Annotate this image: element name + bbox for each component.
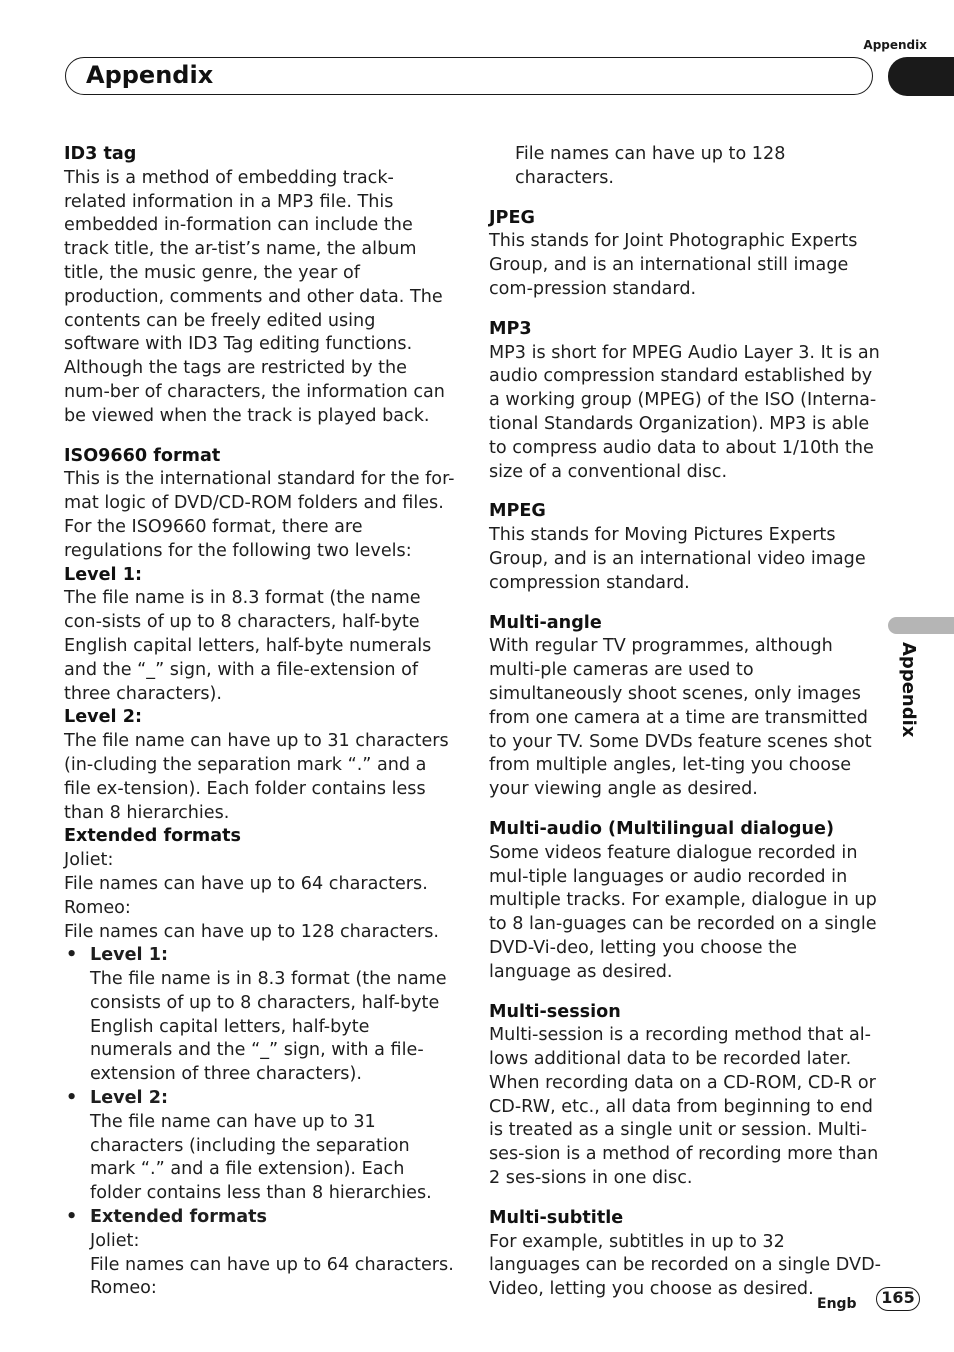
term-heading: MP3	[489, 318, 532, 339]
bullet-item-extended	[64, 1206, 456, 1301]
term-heading: ISO9660 format	[64, 445, 221, 466]
bullet-icon: •	[66, 1207, 78, 1228]
term-definition: This stands for Joint Photographic Experts Group, and is an international still image com-pression standard.	[489, 231, 858, 299]
bullet-text: The file name is in 8.3 format (the name consists of up to 8 characters, half-byte English capital letters, half-byte numerals and the “_” sign, with a file-extension of three characters).	[90, 969, 447, 1085]
page-title: Appendix	[86, 61, 214, 89]
subheading-level2: Level 2:	[64, 707, 142, 728]
glossary-entry-multi-audio	[489, 818, 881, 985]
subheading-level1: Level 1:	[64, 564, 142, 585]
bullet-icon: •	[66, 1088, 78, 1109]
bullet-label: Extended formats	[90, 1207, 267, 1228]
bullet-text: The file name can have up to 31 characters (including the separation mark “.” and a file extension). Each folder contains less than 8 hierarchies.	[90, 1111, 432, 1204]
term-definition: With regular TV programmes, although multi-ple cameras are used to simultaneously shoot scenes, only images from one camera at a time are transmitted to your TV. Some DVDs feature scenes shot from multiple angles, let-ting you choose your viewing angle as desired.	[489, 636, 872, 800]
term-heading: MPEG	[489, 501, 546, 522]
term-heading: Multi-audio (Multilingual dialogue)	[489, 818, 835, 839]
glossary-entry-multi-session	[489, 1001, 881, 1191]
term-heading: JPEG	[489, 207, 535, 228]
romeo-label: Romeo:	[64, 897, 131, 918]
bullet-item-level2	[64, 1087, 456, 1206]
bullet-label: Level 1:	[90, 945, 168, 966]
side-tab-text: Appendix	[898, 642, 919, 738]
glossary-entry-mp3	[489, 318, 881, 485]
bullet-romeo-label: Romeo:	[90, 1278, 157, 1299]
term-definition: For example, subtitles in up to 32 languages can be recorded on a single DVD-Video, letting you choose as desired.	[489, 1231, 881, 1300]
continued-text	[489, 143, 881, 191]
glossary-entry-jpeg	[489, 207, 881, 302]
glossary-entry-id3	[64, 143, 456, 429]
term-heading: ID3 tag	[64, 144, 137, 164]
term-definition: MP3 is short for MPEG Audio Layer 3. It is an audio compression standard established by a working group (MPEG) of the ISO (Interna-tional Standards Organization). MP3 is able to compress audio data to about 1/10th the size of a conventional disc.	[489, 342, 880, 482]
running-head: Appendix	[863, 38, 927, 52]
joliet-text: File names can have up to 64 characters.	[64, 873, 428, 894]
level2-text: The file name can have up to 31 characters (in-cluding the separation mark “.” and a file ex-tension). Each folder contains less than 8 hierarchies.	[64, 731, 449, 823]
bullet-joliet-text: File names can have up to 64 characters.	[90, 1254, 454, 1275]
glossary-entry-multi-angle	[489, 612, 881, 802]
bullet-item-level1	[64, 944, 456, 1087]
section-title-bar	[65, 57, 873, 95]
joliet-label: Joliet:	[64, 850, 114, 871]
glossary-entry-iso9660	[64, 445, 456, 1302]
footer-language: Engb	[817, 1296, 857, 1312]
term-definition: This is a method of embedding track-related information in a MP3 file. This embedded in-formation can include the track title, the ar-tist’s name, the album title, the music genre, the year of production, comments and other data. The contents can be freely edited using software with ID3 Tag editing functions. Although the tags are restricted by the num-ber of characters, the information can be viewed when the track is played back.	[64, 167, 445, 426]
term-definition: This is the international standard for the for-mat logic of DVD/CD-ROM folders and files. For the ISO9660 format, there are regulations for the following two levels:	[64, 469, 455, 561]
term-heading: Multi-session	[489, 1001, 621, 1022]
bullet-label: Level 2:	[90, 1088, 168, 1109]
glossary-entry-multi-subtitle	[489, 1207, 881, 1302]
right-column	[489, 143, 881, 1318]
bullet-joliet-label: Joliet:	[90, 1230, 140, 1251]
left-column	[64, 143, 456, 1317]
term-heading: Multi-angle	[489, 612, 602, 633]
term-definition: This stands for Moving Pictures Experts Group, and is an international video image compression standard.	[489, 525, 866, 593]
bullet-icon: •	[66, 945, 78, 966]
term-heading: Multi-subtitle	[489, 1207, 624, 1228]
subheading-extended: Extended formats	[64, 826, 241, 847]
level1-text: The file name is in 8.3 format (the name con-sists of up to 8 characters, half-byte English capital letters, half-byte numerals and the “_” sign, with a file-extension of three characters).	[64, 588, 432, 704]
page-number: 165	[876, 1287, 920, 1311]
section-tab-marker	[888, 57, 954, 96]
glossary-entry-mpeg	[489, 500, 881, 595]
romeo-continued-text: File names can have up to 128 characters.	[515, 144, 786, 188]
side-tab-marker	[888, 617, 954, 634]
term-definition: Multi-session is a recording method that al-lows additional data to be recorded later. When recording data on a CD-ROM, CD-R or CD-RW, etc., all data from beginning to end is treated as a single unit or session. Multi-ses-sion is a method of recording more than 2 ses-sions in one disc.	[489, 1025, 879, 1189]
romeo-text: File names can have up to 128 characters.	[64, 921, 439, 942]
term-definition: Some videos feature dialogue recorded in mul-tiple languages or audio recorded in multiple tracks. For example, dialogue in up to 8 lan-guages can be recorded on a single DVD-Vi-deo, letting you choose the language as desired.	[489, 842, 877, 982]
side-tab-label	[898, 642, 922, 752]
